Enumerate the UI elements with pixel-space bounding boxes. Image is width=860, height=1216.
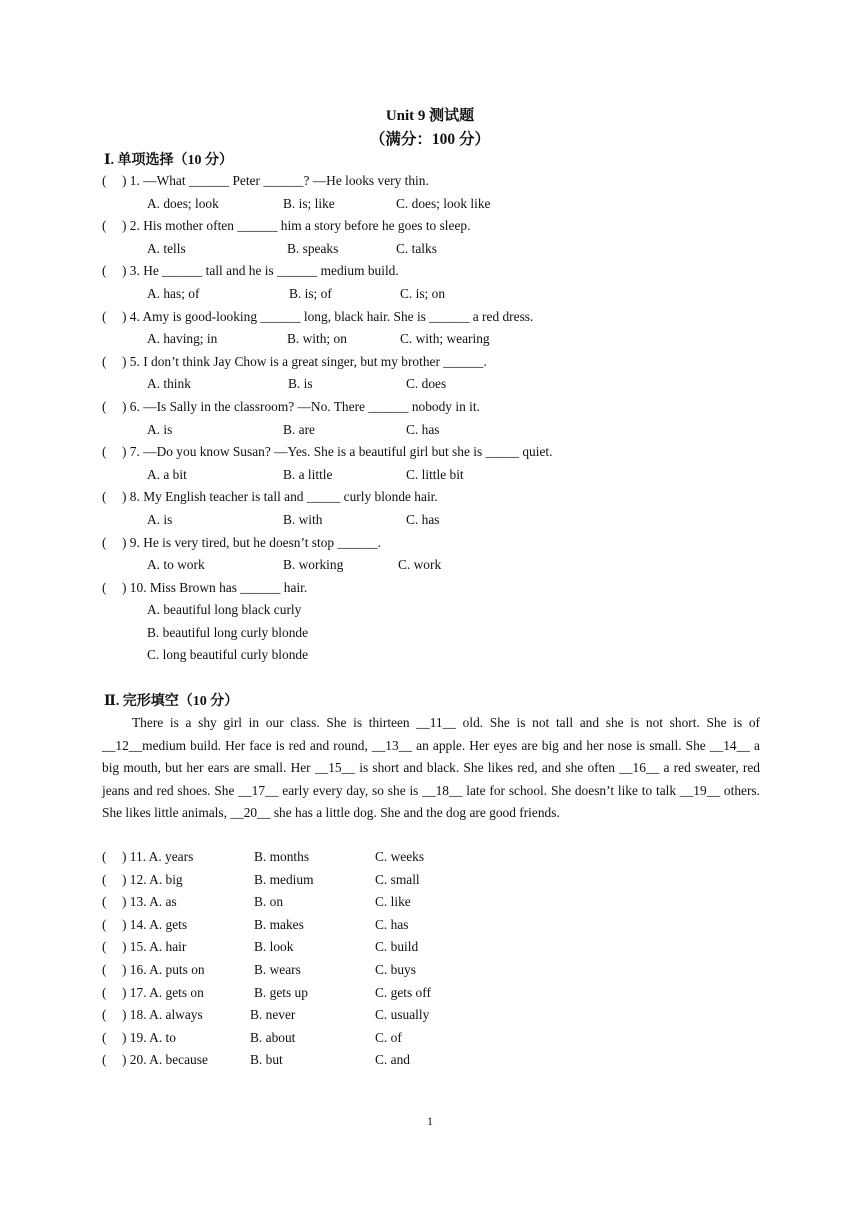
answer-paren: ( [102,894,107,910]
option-a: ) 17. A. gets on [122,984,204,1000]
option-c: C. long beautiful curly blonde [147,647,309,663]
question-text: ) 7. —Do you know Susan? —Yes. She is a beautiful girl but she is _____ quiet. [122,444,553,460]
answer-paren: ( [102,534,107,550]
option-b: B. with; on [287,331,347,347]
question-stem-6 [102,396,782,419]
question-options-4 [102,328,782,351]
option-a: A. think [147,376,191,392]
page-title: Unit 9 测试题 [385,108,475,124]
answer-paren: ( [102,579,107,595]
option-c: C. has [406,511,440,527]
question-text: ) 4. Amy is good-looking ______ long, black hair. She is ______ a red dress. [122,308,534,324]
option-c: C. little bit [406,466,464,482]
answer-paren: ( [102,871,107,887]
question-options-5 [102,373,782,396]
answer-paren: ( [102,1052,107,1068]
option-b: B. makes [254,916,304,932]
option-a: ) 19. A. to [122,1029,176,1045]
cloze-question-15 [102,936,782,959]
option-b: B. wears [254,961,301,977]
option-b: B. with [283,511,323,527]
option-c: C. work [398,557,442,573]
answer-paren: ( [102,1029,107,1045]
page-subtitle: （满分：100 分） [369,131,491,148]
cloze-question-11 [102,846,782,869]
question-stem-5 [102,351,782,374]
option-a: A. is [147,421,173,437]
option-a: ) 14. A. gets [122,916,188,932]
cloze-question-14 [102,914,782,937]
option-c: C. does; look like [396,195,491,211]
answer-paren: ( [102,961,107,977]
option-b: B. beautiful long curly blonde [147,624,309,640]
question-stem-7 [102,441,782,464]
question-options-1 [102,193,782,216]
question-option-10a [102,599,782,622]
single-choice-list [102,170,782,667]
question-text: ) 10. Miss Brown has ______ hair. [122,579,308,595]
question-text: ) 6. —Is Sally in the classroom? —No. There ______ nobody in it. [122,398,480,414]
option-c: C. and [375,1052,410,1068]
option-b: B. about [250,1029,296,1045]
option-b: B. is; like [283,195,335,211]
option-a: ) 16. A. puts on [122,961,205,977]
answer-paren: ( [102,398,107,414]
cloze-question-19 [102,1027,782,1050]
answer-paren: ( [102,173,107,188]
cloze-question-13 [102,891,782,914]
answer-paren: ( [102,353,107,369]
option-b: B. a little [283,466,333,482]
option-c: C. usually [375,1007,430,1023]
option-a: ) 12. A. big [122,871,183,887]
option-a: ) 15. A. hair [122,939,187,955]
question-options-6 [102,419,782,442]
option-a: ) 18. A. always [122,1007,203,1023]
question-stem-2 [102,215,782,238]
option-c: C. small [375,871,420,887]
option-b: B. medium [254,871,314,887]
cloze-question-20 [102,1049,782,1072]
option-b: B. months [254,849,310,864]
option-a: A. beautiful long black curly [147,602,302,618]
cloze-choice-list [102,846,782,1072]
answer-paren: ( [102,849,107,864]
option-a: ) 11. A. years [122,849,194,864]
option-c: C. is; on [400,285,446,301]
question-option-10b [102,622,782,645]
cloze-question-17 [102,982,782,1005]
option-b: B. are [283,421,315,437]
answer-paren: ( [102,1007,107,1023]
option-c: C. like [375,894,411,910]
option-b: B. is [288,376,313,392]
question-stem-4 [102,306,782,329]
option-a: ) 13. A. as [122,894,177,910]
option-a: A. tells [147,240,186,256]
question-stem-9 [102,532,782,555]
cloze-passage: There is a shy girl in our class. She is thirteen __11__ old. She is not tall and she is not short. She is of __12__medium build. Her face is red and round, __13__ an apple. Her eyes are big and her nose is small. She __14__ a big mouth, but her ears are small. Her __15__ is short and black. She likes red, and she often __16__ a red sweater, red jeans and red shoes. She __17__ early every day, so she is __18__ late for school. She doesn’t like to talk __19__ others. She likes little animals, __20__ she has a little dog. She and the dog are good friends. [102,715,760,821]
option-b: B. but [250,1052,283,1068]
cloze-question-16 [102,959,782,982]
answer-paren: ( [102,444,107,460]
question-options-8 [102,509,782,532]
answer-paren: ( [102,218,107,234]
option-c: C. talks [396,240,437,256]
question-stem-10 [102,577,782,600]
option-a: A. does; look [147,195,219,211]
question-option-10c [102,644,782,667]
section-heading-1: Ⅰ. 单项选择（10 分） [104,153,234,168]
option-a: A. a bit [147,466,187,482]
option-c: C. of [375,1029,402,1045]
question-stem-1 [102,170,782,193]
question-text: ) 9. He is very tired, but he doesn’t stop ______. [122,534,381,550]
question-options-7 [102,464,782,487]
question-text: ) 3. He ______ tall and he is ______ medium build. [122,263,399,279]
answer-paren: ( [102,263,107,279]
answer-paren: ( [102,308,107,324]
question-options-2 [102,238,782,261]
option-c: C. with; wearing [400,331,490,347]
option-c: C. weeks [375,849,425,864]
option-c: C. does [406,376,447,392]
answer-paren: ( [102,984,107,1000]
question-text: ) 1. —What ______ Peter ______? —He looks very thin. [122,173,429,188]
option-b: B. never [250,1007,296,1023]
answer-paren: ( [102,489,107,505]
option-b: B. look [254,939,294,955]
option-c: C. gets off [375,984,431,1000]
option-c: C. has [406,421,440,437]
section-heading-2: Ⅱ. 完形填空（10 分） [104,694,239,709]
answer-paren: ( [102,939,107,955]
option-a: A. having; in [147,331,218,347]
option-b: B. gets up [254,984,308,1000]
option-c: C. has [375,916,409,932]
option-a: A. has; of [147,285,200,301]
cloze-question-18 [102,1004,782,1027]
option-c: C. build [375,939,419,955]
option-c: C. buys [375,961,416,977]
option-a: A. is [147,511,173,527]
option-b: B. working [283,557,344,573]
answer-paren: ( [102,916,107,932]
question-stem-8 [102,486,782,509]
option-b: B. speaks [287,240,339,256]
question-text: ) 2. His mother often ______ him a story before he goes to sleep. [122,218,471,234]
cloze-question-12 [102,869,782,892]
option-b: B. is; of [289,285,332,301]
option-a: ) 20. A. because [122,1052,208,1068]
option-b: B. on [254,894,284,910]
question-options-3 [102,283,782,306]
question-text: ) 8. My English teacher is tall and _____ curly blonde hair. [122,489,438,505]
question-options-9 [102,554,782,577]
question-text: ) 5. I don’t think Jay Chow is a great singer, but my brother ______. [122,353,487,369]
question-stem-3 [102,260,782,283]
option-a: A. to work [147,557,205,573]
page-number: 1 [427,1114,433,1128]
